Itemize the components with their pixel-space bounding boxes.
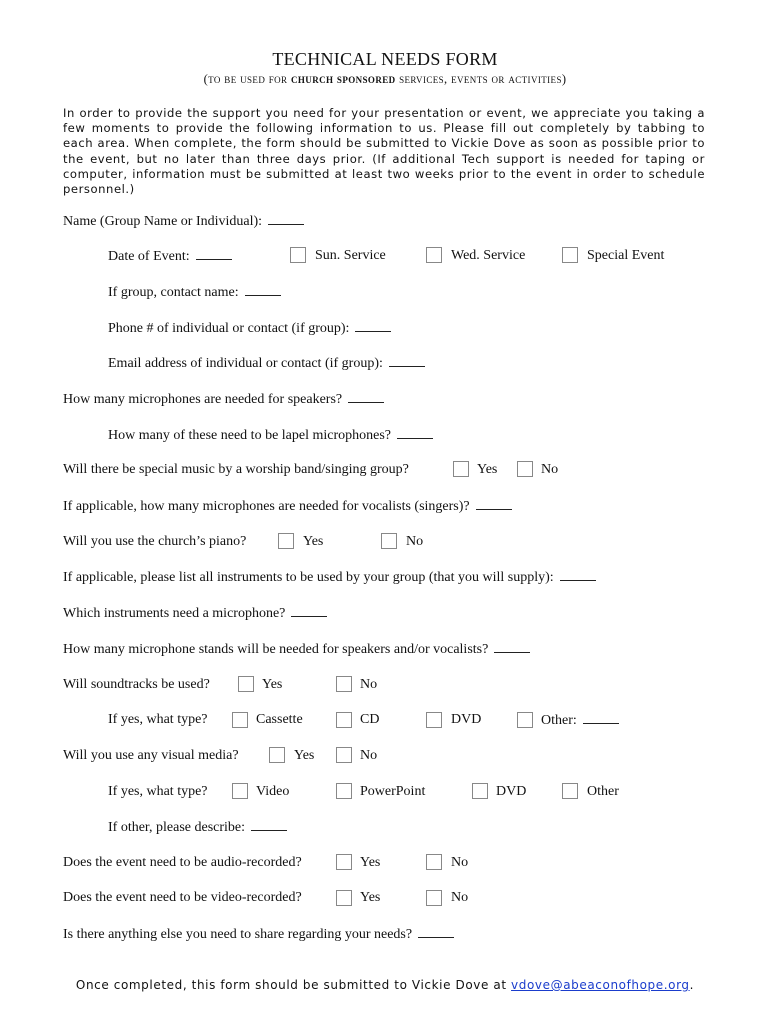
- cd-label: CD: [360, 712, 380, 727]
- email-question: Email address of individual or contact (if group):: [108, 354, 425, 373]
- powerpoint-checkbox[interactable]: [336, 783, 352, 799]
- sound-other-checkbox[interactable]: [517, 712, 533, 728]
- instruments-question: If applicable, please list all instruments to be used by your group (that you will supply):: [63, 568, 596, 587]
- soundtracks-yes-label: Yes: [262, 677, 283, 692]
- mics-vocalists-field[interactable]: [476, 497, 512, 510]
- soundtracks-no-label: No: [360, 677, 378, 692]
- lapel-question: How many of these need to be lapel microphones?: [108, 426, 433, 445]
- video-rec-no-label: No: [451, 890, 469, 905]
- cassette-label: Cassette: [256, 712, 303, 727]
- special-music-yes-label: Yes: [477, 462, 498, 477]
- contact-field[interactable]: [245, 283, 281, 296]
- instruments-mic-question: Which instruments need a microphone?: [63, 604, 327, 623]
- visual-dvd-checkbox[interactable]: [472, 783, 488, 799]
- special-music-yes-checkbox[interactable]: [453, 461, 469, 477]
- visual-no-label: No: [360, 748, 378, 763]
- sound-other-label: Other:: [541, 711, 619, 730]
- visual-other-checkbox[interactable]: [562, 783, 578, 799]
- visual-type-question: If yes, what type?: [108, 784, 208, 799]
- powerpoint-label: PowerPoint: [360, 784, 426, 799]
- stands-field[interactable]: [494, 640, 530, 653]
- anything-else-question: Is there anything else you need to share regarding your needs?: [63, 925, 454, 944]
- visual-yes-label: Yes: [294, 748, 315, 763]
- audio-rec-no-checkbox[interactable]: [426, 854, 442, 870]
- special-music-no-checkbox[interactable]: [517, 461, 533, 477]
- audio-rec-question: Does the event need to be audio-recorded?: [63, 855, 302, 870]
- date-field[interactable]: [196, 247, 232, 260]
- visual-question: Will you use any visual media?: [63, 748, 239, 763]
- instruments-mic-field[interactable]: [291, 604, 327, 617]
- video-rec-question: Does the event need to be video-recorded?: [63, 890, 302, 905]
- phone-field[interactable]: [355, 319, 391, 332]
- video-checkbox[interactable]: [232, 783, 248, 799]
- contact-question: If group, contact name:: [108, 283, 281, 302]
- date-question: Date of Event:: [108, 247, 232, 266]
- special-event-checkbox[interactable]: [562, 247, 578, 263]
- special-event-label: Special Event: [587, 248, 665, 263]
- instruments-field[interactable]: [560, 568, 596, 581]
- form-title: TECHNICAL NEEDS FORM: [272, 49, 498, 69]
- wed-service-checkbox[interactable]: [426, 247, 442, 263]
- audio-rec-no-label: No: [451, 855, 469, 870]
- visual-dvd-label: DVD: [496, 784, 527, 799]
- name-question: Name (Group Name or Individual):: [63, 212, 304, 231]
- special-music-question: Will there be special music by a worship band/singing group?: [63, 462, 409, 477]
- audio-rec-yes-label: Yes: [360, 855, 381, 870]
- soundtracks-no-checkbox[interactable]: [336, 676, 352, 692]
- piano-no-checkbox[interactable]: [381, 533, 397, 549]
- wed-service-label: Wed. Service: [451, 248, 526, 263]
- sound-type-question: If yes, what type?: [108, 712, 208, 727]
- video-rec-no-checkbox[interactable]: [426, 890, 442, 906]
- sound-dvd-label: DVD: [451, 712, 482, 727]
- describe-field[interactable]: [251, 818, 287, 831]
- describe-question: If other, please describe:: [108, 818, 287, 837]
- sound-other-field[interactable]: [583, 711, 619, 724]
- soundtracks-yes-checkbox[interactable]: [238, 676, 254, 692]
- visual-no-checkbox[interactable]: [336, 747, 352, 763]
- soundtracks-question: Will soundtracks be used?: [63, 677, 210, 692]
- cassette-checkbox[interactable]: [232, 712, 248, 728]
- sound-dvd-checkbox[interactable]: [426, 712, 442, 728]
- video-rec-yes-label: Yes: [360, 890, 381, 905]
- visual-other-label: Other: [587, 784, 619, 799]
- mics-vocalists-question: If applicable, how many microphones are needed for vocalists (singers)?: [63, 497, 512, 516]
- cd-checkbox[interactable]: [336, 712, 352, 728]
- piano-no-label: No: [406, 534, 424, 549]
- email-field[interactable]: [389, 354, 425, 367]
- lapel-field[interactable]: [397, 426, 433, 439]
- video-rec-yes-checkbox[interactable]: [336, 890, 352, 906]
- stands-question: How many microphone stands will be needed for speakers and/or vocalists?: [63, 640, 530, 659]
- phone-question: Phone # of individual or contact (if group):: [108, 319, 391, 338]
- anything-else-field[interactable]: [418, 925, 454, 938]
- footer-note: Once completed, this form should be submitted to Vickie Dove at vdove@abeaconofhope.org.: [75, 978, 695, 992]
- piano-yes-checkbox[interactable]: [278, 533, 294, 549]
- form-subtitle: (to be used for church sponsored services, events or activities): [203, 72, 567, 86]
- mics-speakers-question: How many microphones are needed for speakers?: [63, 390, 384, 409]
- audio-rec-yes-checkbox[interactable]: [336, 854, 352, 870]
- name-field[interactable]: [268, 212, 304, 225]
- piano-question: Will you use the church’s piano?: [63, 534, 247, 549]
- piano-yes-label: Yes: [303, 534, 324, 549]
- sun-service-label: Sun. Service: [315, 248, 386, 263]
- intro-paragraph: In order to provide the support you need for your presentation or event, we appreciate you taking a few moments to provide the following information to us. Please fill out completely by tabbing to each area. When complete, the form should be submitted to Vickie Dove as soon as possible prior to the event, but no later than three days prior. (If additional Tech support is needed for taping or computer, information must be submitted at least two weeks prior to the event in order to schedule personnel.): [63, 106, 705, 197]
- visual-yes-checkbox[interactable]: [269, 747, 285, 763]
- mics-speakers-field[interactable]: [348, 390, 384, 403]
- footer-email-link[interactable]: vdove@abeaconofhope.org: [511, 978, 690, 992]
- sun-service-checkbox[interactable]: [290, 247, 306, 263]
- video-label: Video: [256, 784, 290, 799]
- special-music-no-label: No: [541, 462, 559, 477]
